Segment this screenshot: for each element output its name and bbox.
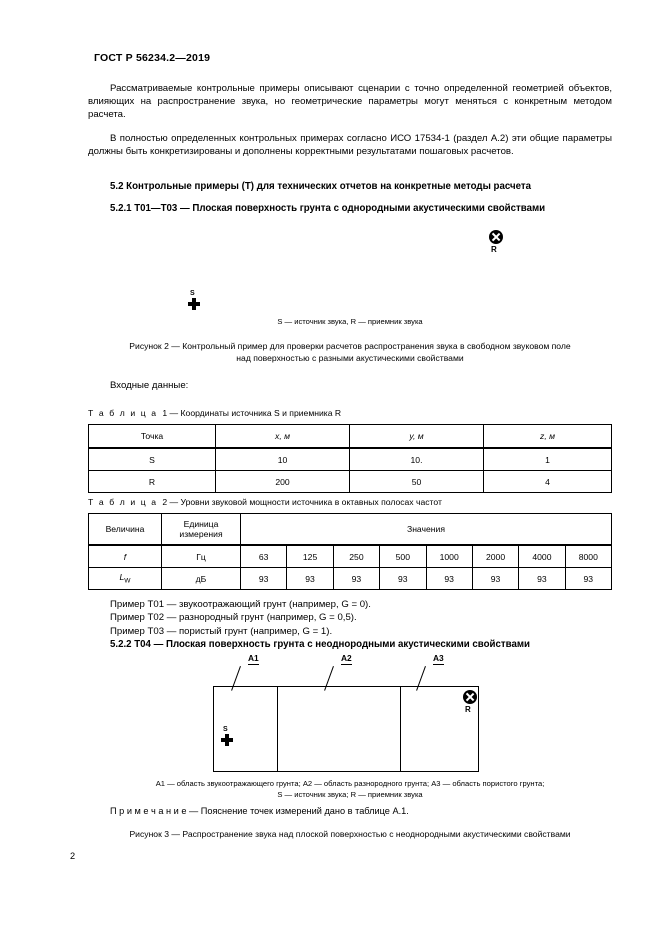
table-2-row-lw-symbol-base: L [119,572,125,583]
receiver-marker-label: R [465,705,471,714]
table-1-col-point: Точка [89,425,216,449]
document-header: ГОСТ Р 56234.2—2019 [94,52,211,64]
receiver-marker-label: R [491,245,497,254]
zone-label-a2: A2 [341,653,352,663]
figure-3-legend [88,779,612,800]
input-data-label: Входные данные: [110,380,189,391]
table-2-title-text: — Уровни звуковой мощности источника в октавных полосах частот [169,497,442,507]
table-1-r0-c3: 1 [484,448,612,471]
table-2-row-f-v4: 1000 [426,545,472,568]
table-2-col-unit [162,514,241,546]
table-2-row-f-unit: Гц [162,545,241,568]
table-2-col-values: Значения [241,514,612,546]
zone-divider-2 [400,686,401,772]
table-2-row-lw-v1: 93 [287,568,333,590]
figure-3-legend-line-1: A1 — область звукоотражающего грунта; A2 — область разнородного грунта; A3 — область пористого грунта; [155,779,545,788]
figure-3-diagram [88,652,612,777]
table-2-row-lw-v3: 93 [380,568,426,590]
zone-divider-1 [277,686,278,772]
table-2-row-f-v0: 63 [241,545,287,568]
table-2-row-lw-v2: 93 [333,568,379,590]
table-2-row-f-v7: 8000 [565,545,611,568]
figure-2-diagram [88,218,612,323]
table-1-r0-c1: 10 [216,448,350,471]
table-2-row-lw-v0: 93 [241,568,287,590]
source-marker-icon [221,734,233,746]
table-2-title-prefix: Т а б л и ц а [88,497,158,507]
figure-3-caption: Рисунок 3 — Распространение звука над плоской поверхностью с неоднородными акустическими свойствами [129,829,571,839]
table-2-row-f-v2: 250 [333,545,379,568]
table-1-r1-c0: R [89,471,216,493]
table-row [89,471,612,493]
example-t03: Пример Т03 — пористый грунт (например, G = 1). [110,625,333,637]
table-2-row-lw-v6: 93 [519,568,565,590]
table-1-col-y: y, м [350,425,484,449]
figure-2-legend: S — источник звука, R — приемник звука [277,317,423,326]
table-1-title-number: 1 [162,408,168,418]
heading-section-5-2-1: 5.2.1 Т01—Т03 — Плоская поверхность грунта с однородными акустическими свойствами [110,203,546,214]
table-2-title [88,497,442,508]
source-marker-label: S [190,290,195,297]
table-header-row [89,425,612,449]
table-2-row-f-symbol: f [89,545,162,568]
table-1-col-z: z, м [484,425,612,449]
zone-label-a1: A1 [248,653,259,663]
table-2-row-f-v5: 2000 [472,545,518,568]
example-t01: Пример Т01 — звукоотражающий грунт (например, G = 0). [110,599,371,610]
body-paragraph-2 [88,132,612,158]
table-2-row-lw-v5: 93 [472,568,518,590]
figure-3-note: П р и м е ч а н и е — Пояснение точек измерений дано в таблице А.1. [110,806,409,816]
figure-3-legend-line-2: S — источник звука; R — приемник звука [277,789,423,799]
table-2-col-unit-line-2: измерения [179,529,223,539]
example-t02: Пример Т02 — разнородный грунт (например, G = 0,5). [110,612,357,624]
table-1-title [88,408,341,419]
table-2-col-unit-line-1: Единица [183,518,219,529]
table-2-row-f-v1: 125 [287,545,333,568]
page-number: 2 [70,851,76,861]
table-sound-power-levels [88,513,612,590]
ground-surface-rectangle [213,686,479,772]
table-1-title-text: — Координаты источника S и приемника R [169,408,342,418]
table-row [89,448,612,471]
body-paragraph-1 [88,82,612,122]
table-1-r0-c0: S [89,448,216,471]
table-header-row [89,514,612,546]
table-1-title-prefix: Т а б л и ц а [88,408,158,418]
table-1-r1-c3: 4 [484,471,612,493]
heading-section-5-2-2: 5.2.2 Т04 — Плоская поверхность грунта с неоднородными акустическими свойствами [110,639,530,650]
figure-2-caption-line-2: над поверхностью с разными акустическими свойствами [236,353,464,363]
table-1-col-x: x, м [216,425,350,449]
table-1-r1-c1: 200 [216,471,350,493]
table-2-row-f-v6: 4000 [519,545,565,568]
table-2-row-lw-symbol [89,568,162,590]
table-2-row-lw-unit: дБ [162,568,241,590]
table-1-r0-c2: 10. [350,448,484,471]
table-row [89,568,612,590]
table-2-row-lw-v7: 93 [565,568,611,590]
source-marker-label: S [223,726,228,733]
table-coordinates [88,424,612,493]
paragraph-text: Рассматриваемые контрольные примеры описывают сценарии с точно определенной геометрией объектов, влияющих на распространение звука, но геометрические параметры могут меняться с конкретным методом расчета. [88,83,612,121]
zone-label-a3: A3 [433,653,444,663]
table-row [89,545,612,568]
receiver-marker-icon [489,230,503,244]
source-marker-icon [188,298,200,310]
examples-list [110,598,371,638]
figure-2-caption-line-1: Рисунок 2 — Контрольный пример для проверки расчетов распространения звука в свободном звуковом поле [129,341,571,351]
figure-2-caption [88,340,612,364]
receiver-marker-icon [463,690,477,704]
table-2-col-quantity: Величина [89,514,162,546]
table-2-title-number: 2 [162,497,168,507]
table-1-r1-c2: 50 [350,471,484,493]
heading-section-5-2: 5.2 Контрольные примеры (Т) для технических отчетов на конкретные методы расчета [110,181,531,192]
table-2-row-lw-symbol-sub: W [124,577,131,585]
table-2-row-lw-v4: 93 [426,568,472,590]
paragraph-text: В полностью определенных контрольных примерах согласно ИСО 17534-1 (раздел А.2) эти общие параметры должны быть конкретизированы и дополнены корректными результатами пошаговых расчетов. [88,133,612,158]
table-2-row-f-v3: 500 [380,545,426,568]
